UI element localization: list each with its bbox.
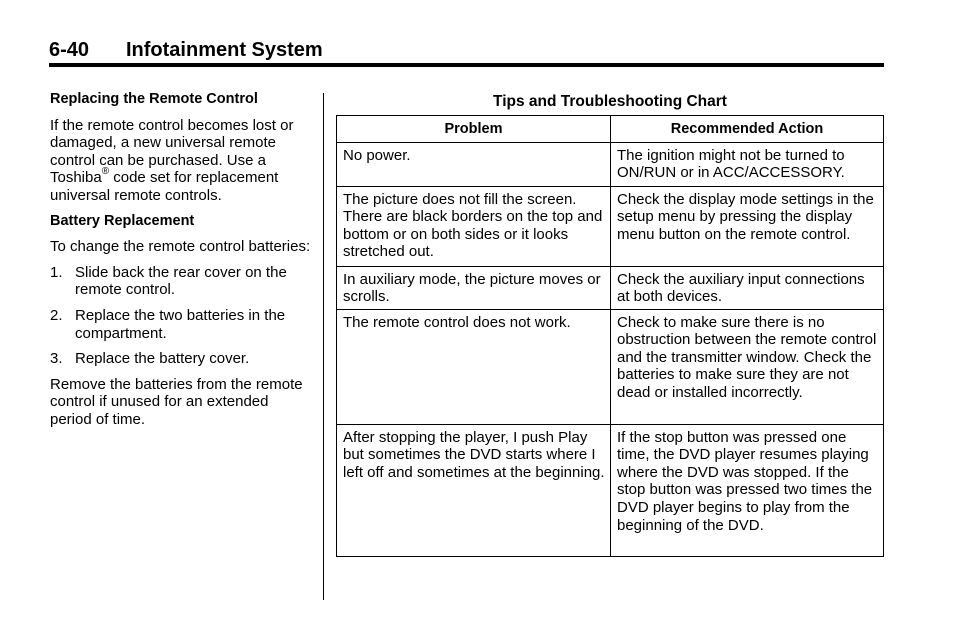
table-row: [337, 186, 884, 266]
list-item: 3. Replace the battery cover.: [50, 350, 250, 368]
battery-steps-list: [50, 264, 312, 368]
page-number: 6-40: [49, 39, 90, 61]
table-row: [337, 266, 884, 309]
column-divider: [323, 93, 324, 600]
section-paragraph-closing: Remove the batteries from the remote control if unused for an extended period of time.: [50, 375, 303, 428]
left-column: [50, 91, 312, 437]
action-cell: Check the display mode settings in the setup menu by pressing the display menu button on the remote control.: [611, 186, 884, 266]
problem-cell: No power.: [337, 142, 611, 186]
troubleshooting-table: [336, 115, 884, 557]
action-cell: Check to make sure there is no obstruction between the remote control and the transmitter window. Check the batteries to make sure they are not dead or installed incorrectly.: [611, 309, 884, 424]
problem-cell: The picture does not fill the screen. There are black borders on the top and bottom or on both sides or it looks stretched out.: [337, 186, 611, 266]
table-row: [337, 142, 884, 186]
header-rule: [49, 63, 884, 67]
registered-mark: ®: [101, 166, 110, 178]
section-heading-replacing-remote: Replacing the Remote Control: [50, 91, 258, 107]
problem-cell: After stopping the player, I push Play but sometimes the DVD starts where I left off and sometimes at the beginning.: [337, 424, 611, 556]
column-header-action: Recommended Action: [611, 116, 884, 143]
table-row: [337, 309, 884, 424]
list-item: 2. Replace the two batteries in the compartment.: [50, 306, 286, 342]
problem-cell: The remote control does not work.: [337, 309, 611, 424]
action-cell: Check the auxiliary input connections at both devices.: [611, 266, 884, 309]
section-paragraph-replacing-remote: If the remote control becomes lost or damaged, a new universal remote control can be purchased. Use a Toshiba® code set for replacement universal remote controls.: [50, 116, 294, 204]
table-header-row: [337, 116, 884, 143]
table-row: [337, 424, 884, 556]
action-cell: The ignition might not be turned to ON/RUN or in ACC/ACCESSORY.: [611, 142, 884, 186]
list-item: 1. Slide back the rear cover on the remote control.: [50, 263, 287, 299]
section-paragraph-battery-intro: To change the remote control batteries:: [50, 238, 311, 256]
chart-title: Tips and Troubleshooting Chart: [493, 93, 727, 110]
column-header-problem: Problem: [337, 116, 611, 143]
problem-cell: In auxiliary mode, the picture moves or scrolls.: [337, 266, 611, 309]
page-title: Infotainment System: [126, 39, 323, 61]
action-cell: If the stop button was pressed one time, the DVD player resumes playing where the DVD was stopped. If the stop button was pressed two times the DVD player begins to play from the beginning of the DVD.: [611, 424, 884, 556]
page-header: [49, 37, 884, 63]
section-heading-battery-replacement: Battery Replacement: [50, 212, 195, 229]
